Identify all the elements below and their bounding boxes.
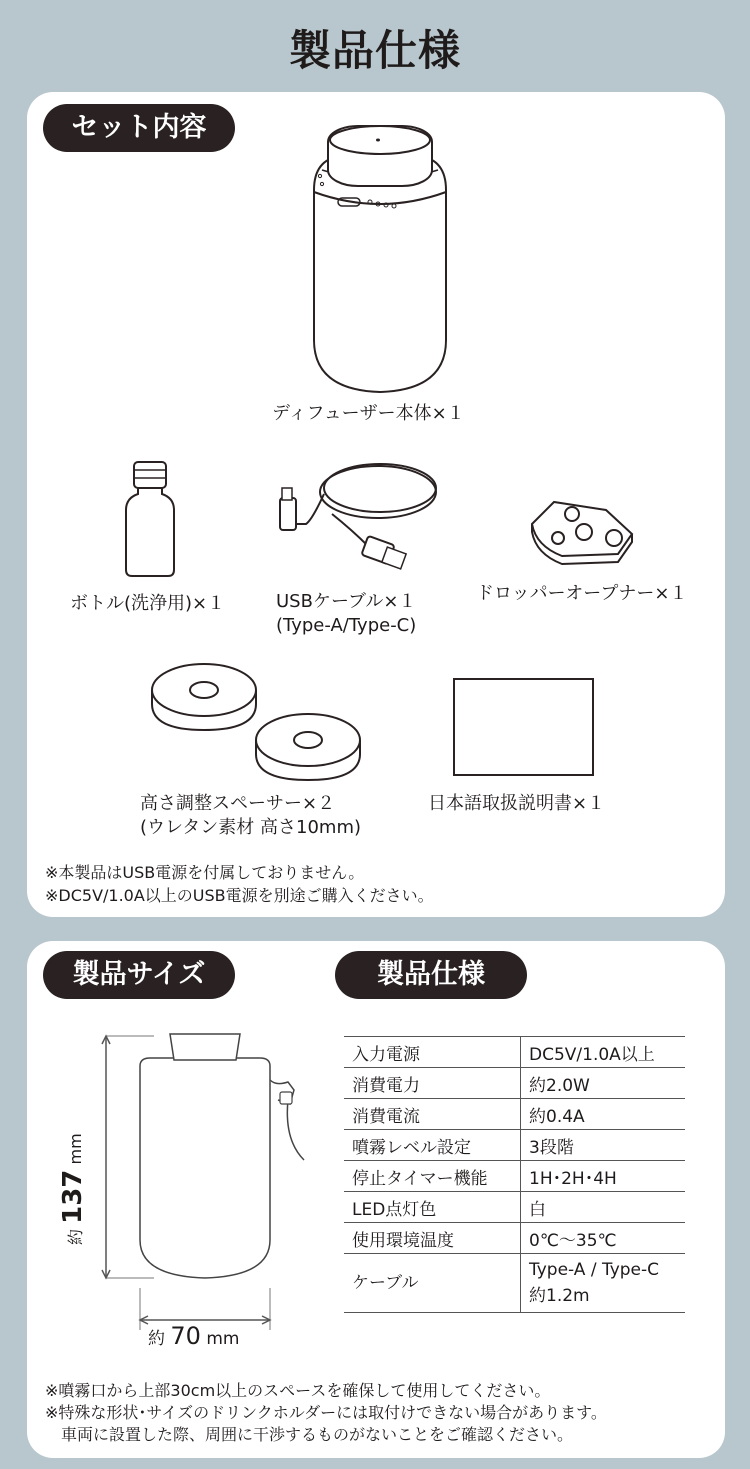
spec-value: 0℃～35℃ (521, 1223, 686, 1254)
note-2: ※DC5V/1.0A以上のUSB電源を別途ご購入ください。 (45, 886, 434, 905)
usb-cable-illustration (272, 450, 442, 580)
spec-value (521, 1254, 686, 1313)
spec-row (344, 1192, 685, 1223)
spec-row (344, 1223, 685, 1254)
spec-row (344, 1254, 685, 1313)
diffuser-label: ディフューザー本体×１ (272, 403, 465, 424)
bottom-note-3: 車両に設置した際、周囲に干渉するものがないことをご確認ください。 (61, 1425, 574, 1444)
diffuser-illustration (300, 120, 460, 400)
spec-value: 約2.0W (521, 1068, 686, 1099)
dropper-opener-illustration (522, 494, 642, 566)
manual-label: 日本語取扱説明書×１ (428, 793, 606, 814)
height-prefix: 約 (66, 1228, 85, 1245)
spec-row (344, 1068, 685, 1099)
spec-key: 消費電力 (344, 1068, 521, 1099)
spec-row (344, 1037, 685, 1068)
set-contents-badge: セット内容 (43, 104, 235, 152)
spec-value-line1: Type-A / Type-C (529, 1260, 660, 1280)
bottom-note-1: ※噴霧口から上部30cm以上のスペースを確保して使用してください。 (45, 1381, 551, 1400)
spec-value: 約0.4A (521, 1099, 686, 1130)
spec-key: LED点灯色 (344, 1192, 521, 1223)
manual-illustration (453, 678, 594, 776)
height-unit: mm (66, 1133, 85, 1165)
bottom-note-2: ※特殊な形状･サイズのドリンクホルダーには取付けできない場合があります。 (45, 1403, 607, 1422)
size-badge: 製品サイズ (43, 951, 235, 999)
spacer-label-line1: 高さ調整スペーサー×２ (140, 793, 336, 814)
bottle-label: ボトル(洗浄用)×１ (70, 593, 226, 614)
usb-label-line1: USBケーブル×１ (276, 591, 417, 612)
opener-label: ドロッパーオープナー×１ (476, 583, 688, 604)
spec-key: 入力電源 (344, 1037, 521, 1068)
spec-key: 使用環境温度 (344, 1223, 521, 1254)
spec-badge: 製品仕様 (335, 951, 527, 999)
bottle-illustration (118, 458, 182, 580)
usb-label-line2: (Type-A/Type-C) (276, 615, 417, 636)
spec-value-line2: 約1.2m (529, 1286, 590, 1306)
spec-key: 停止タイマー機能 (344, 1161, 521, 1192)
spec-table (344, 1036, 685, 1313)
spec-value: 白 (521, 1192, 686, 1223)
spec-row (344, 1130, 685, 1161)
spec-value: 3段階 (521, 1130, 686, 1161)
width-dimension-label (148, 1322, 239, 1350)
size-illustration (80, 1020, 310, 1350)
width-prefix: 約 (148, 1329, 165, 1349)
spec-key: 噴霧レベル設定 (344, 1130, 521, 1161)
spec-key: 消費電流 (344, 1099, 521, 1130)
spec-row (344, 1161, 685, 1192)
height-value: 137 (58, 1169, 88, 1224)
spec-value: DC5V/1.0A以上 (521, 1037, 686, 1068)
spacers-illustration (148, 660, 368, 790)
note-1: ※本製品はUSB電源を付属しておりません。 (45, 863, 365, 882)
spacer-label-line2: (ウレタン素材 高さ10mm) (140, 817, 362, 838)
page-title: 製品仕様 (288, 26, 461, 75)
height-dimension-label (58, 1133, 88, 1245)
width-unit: mm (206, 1329, 240, 1349)
spec-row (344, 1099, 685, 1130)
spec-key: ケーブル (344, 1254, 521, 1313)
width-value: 70 (170, 1322, 201, 1350)
spec-value: 1H･2H･4H (521, 1161, 686, 1192)
